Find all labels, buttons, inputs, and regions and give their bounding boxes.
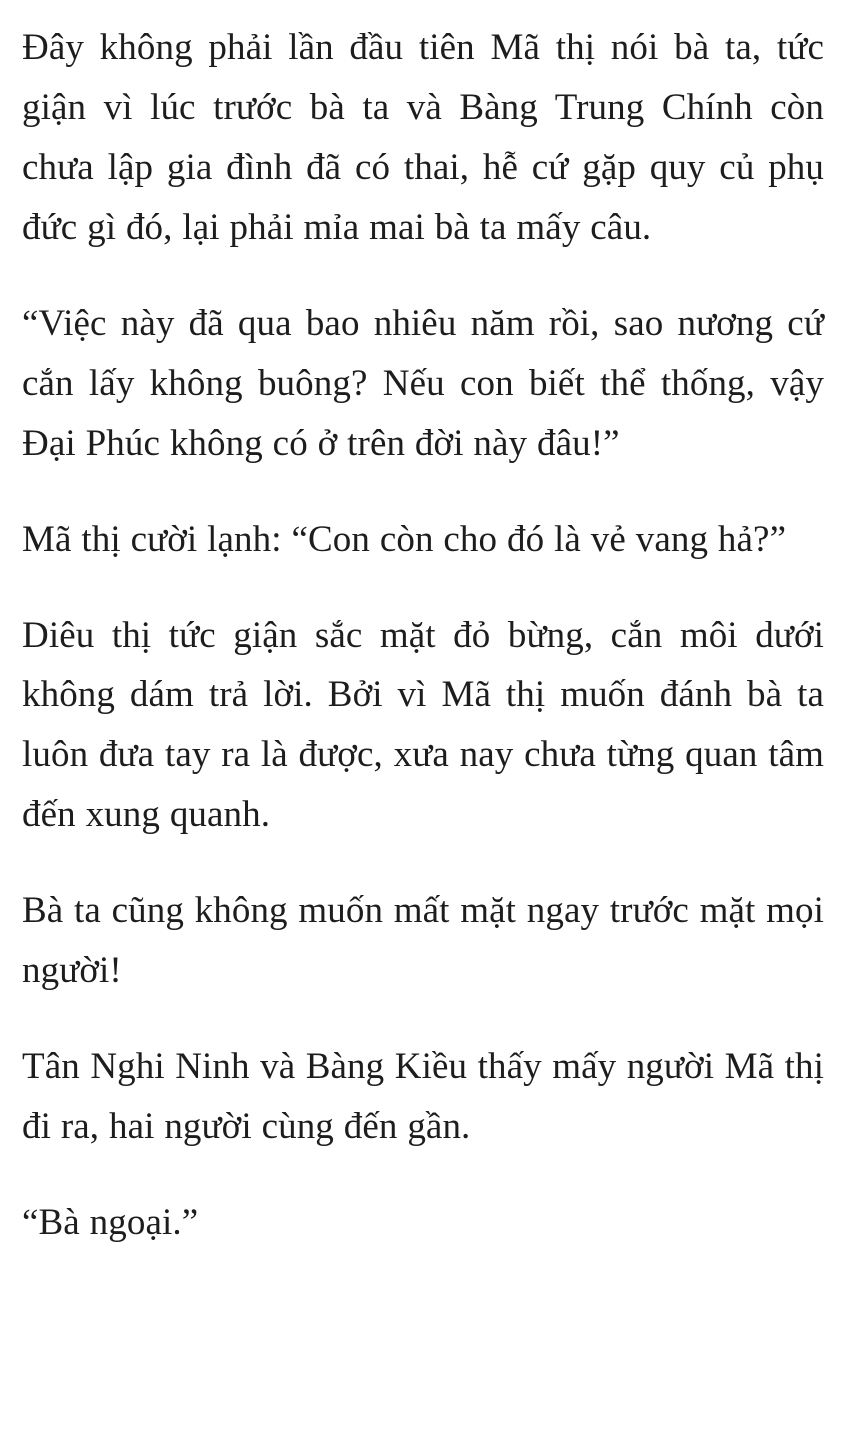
- story-paragraph: Mã thị cười lạnh: “Con còn cho đó là vẻ vang hả?”: [22, 518, 787, 560]
- story-paragraph: Bà ta cũng không muốn mất mặt ngay trước mặt mọi người!: [22, 890, 824, 992]
- story-paragraph: “Bà ngoại.”: [22, 1202, 199, 1243]
- story-paragraph: Diêu thị tức giận sắc mặt đỏ bừng, cắn môi dưới không dám trả lời. Bởi vì Mã thị muốn đánh bà ta luôn đưa tay ra là được, xưa nay chưa từng quan tâm đến xung quanh.: [22, 614, 824, 836]
- story-paragraph: “Việc này đã qua bao nhiêu năm rồi, sao nương cứ cắn lấy không buông? Nếu con biết thể thống, vậy Đại Phúc không có ở trên đời này đâu!”: [22, 302, 824, 464]
- story-paragraph: Đây không phải lần đầu tiên Mã thị nói bà ta, tức giận vì lúc trước bà ta và Bàng Trung Chính còn chưa lập gia đình đã có thai, hễ cứ gặp quy củ phụ đức gì đó, lại phải mỉa mai bà ta mấy câu.: [22, 27, 824, 248]
- story-paragraph: Tân Nghi Ninh và Bàng Kiều thấy mấy người Mã thị đi ra, hai người cùng đến gần.: [22, 1046, 824, 1148]
